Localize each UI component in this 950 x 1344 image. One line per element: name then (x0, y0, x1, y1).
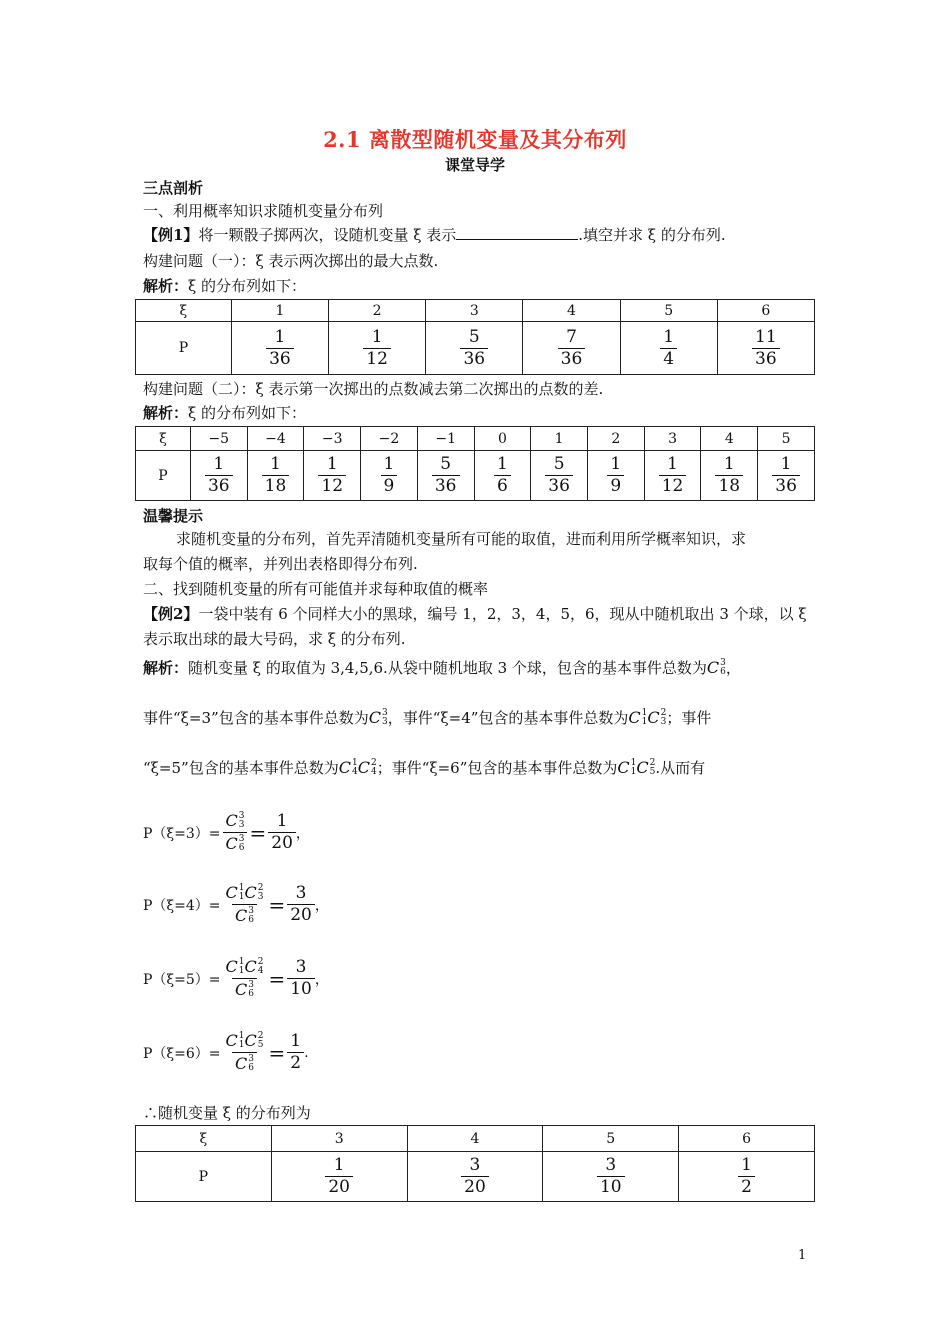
table-row-label: P (136, 322, 232, 375)
probability-xi-4 (143, 884, 329, 925)
table-probability-cell (247, 451, 304, 501)
page-number: 1 (798, 1248, 807, 1263)
combination-subscript: 4 (351, 767, 358, 777)
fraction-denominator: 20 (287, 904, 315, 924)
table-probability-cell (407, 1152, 543, 1202)
combination-letter: C (338, 758, 351, 777)
combination-superscript: 3 (248, 1054, 254, 1064)
combination-letter: C (244, 883, 257, 902)
combination-superscript: 2 (257, 883, 264, 893)
probability-fraction (325, 1157, 353, 1196)
distribution-table-2 (135, 426, 815, 501)
combination-e5b (358, 757, 377, 779)
analysis-label: 解析： (143, 659, 189, 677)
part2-heading: 二、找到随机变量的所有可能值并求每种取值的概率 (143, 580, 489, 598)
table-value-cell: 4 (407, 1126, 543, 1152)
fraction-denominator: 36 (205, 475, 233, 495)
table-probability-row (136, 451, 815, 501)
fraction-numerator: 1 (213, 454, 225, 474)
probability-xi-6 (143, 1032, 309, 1073)
combination-subscript: 3 (238, 820, 245, 830)
table-value-cell: 4 (701, 427, 758, 451)
combination-subscript: 6 (238, 843, 245, 853)
combination-subscript: 1 (238, 966, 245, 976)
combination-letter: C (234, 980, 248, 999)
combination-fraction (223, 1032, 267, 1073)
fraction-denominator: 12 (659, 475, 687, 495)
combination-superscript: 1 (641, 708, 648, 718)
table-header-row (136, 427, 815, 451)
fraction-denominator: 12 (363, 348, 391, 368)
probability-fraction (545, 456, 573, 495)
example1-text-a: 将一颗骰子掷两次，设随机变量 ξ 表示 (198, 226, 457, 244)
probability-fraction (597, 1157, 625, 1196)
combination-symbol (244, 1032, 263, 1050)
table-probability-cell (271, 1152, 407, 1202)
result-fraction (287, 885, 315, 924)
combination-subscript: 6 (720, 667, 726, 677)
table-probability-row (136, 1152, 815, 1202)
table-value-cell: 3 (644, 427, 701, 451)
event6-text: ；事件“ξ=6”包含的基本事件总数为 (376, 759, 618, 777)
table-header-row (136, 1126, 815, 1152)
fraction-denominator: 36 (558, 348, 586, 368)
combination-subscript: 6 (248, 989, 254, 999)
tip-line-1: 求随机变量的分布列，首先弄清随机变量所有可能的取值，进而利用所学概率知识，求 (176, 530, 747, 548)
table-value-cell: 0 (474, 427, 531, 451)
combination-symbol (226, 884, 245, 902)
table-probability-cell (543, 1152, 679, 1202)
table-value-cell: 5 (620, 300, 717, 322)
fraction-numerator: 3 (295, 883, 307, 903)
punctuation: ， (314, 971, 329, 988)
fraction-denominator: 36 (266, 348, 294, 368)
combination-indices (248, 1055, 254, 1073)
fraction-denominator: 36 (752, 348, 780, 368)
combination-indices (258, 884, 264, 902)
table-probability-cell (644, 451, 701, 501)
conclusion-line: ∴随机变量 ξ 的分布列为 (143, 1104, 311, 1122)
section-three-points: 三点剖析 (143, 179, 204, 197)
combination-symbol (617, 757, 636, 779)
combination-superscript: 3 (248, 980, 254, 990)
combination-indices (258, 1032, 264, 1050)
combination-letter: C (628, 708, 641, 727)
probability-fraction (607, 456, 624, 495)
fraction-denominator (232, 978, 257, 999)
table-probability-cell (679, 1152, 815, 1202)
probability-fraction (558, 326, 586, 369)
equals-sign: = (249, 820, 267, 845)
table-value-cell: 2 (329, 300, 426, 322)
combination-total (707, 657, 726, 679)
equals-sign: = (268, 1040, 286, 1065)
fraction-denominator: 18 (715, 475, 743, 495)
probability-fraction (266, 326, 294, 369)
table-value-cell: 3 (271, 1126, 407, 1152)
table-value-cell: 6 (679, 1126, 815, 1152)
combination-e4a (628, 707, 647, 729)
probability-fraction (381, 456, 398, 495)
probability-fraction (262, 456, 290, 495)
probability-fraction (772, 456, 800, 495)
combination-letter: C (647, 708, 660, 727)
table-value-cell: 1 (231, 300, 328, 322)
event6-end: .从而有 (655, 759, 706, 777)
fraction-denominator: 2 (738, 1176, 755, 1196)
distribution-table-1 (135, 299, 815, 375)
result-fraction (287, 1033, 304, 1072)
combination-symbol (647, 707, 666, 729)
fraction-denominator: 20 (268, 832, 296, 852)
fraction-numerator: 1 (371, 326, 383, 347)
fraction-denominator: 20 (325, 1176, 353, 1196)
table-probability-cell (717, 322, 814, 375)
combination-e3 (369, 707, 388, 729)
table-probability-cell (758, 451, 815, 501)
fraction-denominator: 10 (287, 978, 315, 998)
combination-subscript: 1 (238, 1040, 245, 1050)
combination-superscript: 1 (238, 883, 245, 893)
part1-heading: 一、利用概率知识求随机变量分布列 (143, 202, 384, 220)
equals-sign: = (268, 966, 286, 991)
fraction-numerator: 1 (723, 454, 735, 474)
table-value-cell: −2 (361, 427, 418, 451)
table-probability-cell (531, 451, 588, 501)
table-value-cell: 4 (523, 300, 620, 322)
combination-symbol (226, 958, 245, 976)
analysis-label: 解析： (143, 404, 189, 422)
combination-symbol (226, 812, 245, 830)
event4-text: ，事件“ξ=4”包含的基本事件总数为 (387, 709, 629, 727)
combination-subscript: 4 (370, 767, 377, 777)
combination-subscript: 1 (238, 892, 245, 902)
question1: 构建问题（一）：ξ 表示两次掷出的最大点数. (143, 252, 439, 270)
combination-symbol (369, 707, 388, 729)
combination-symbol (244, 884, 263, 902)
example1-statement (143, 224, 823, 246)
table-probability-cell (701, 451, 758, 501)
fraction-denominator: 10 (597, 1176, 625, 1196)
punctuation: ， (295, 825, 310, 842)
combination-letter: C (234, 906, 248, 925)
table-probability-cell (587, 451, 644, 501)
combination-letter: C (617, 758, 630, 777)
combination-fraction (223, 812, 248, 853)
fraction-denominator: 4 (660, 348, 677, 368)
answer-blank (456, 224, 578, 240)
question2: 构建问题（二）：ξ 表示第一次掷出的点数减去第二次掷出的点数的差. (143, 380, 604, 398)
fraction-denominator: 20 (461, 1176, 489, 1196)
combination-letter: C (234, 1054, 248, 1073)
probability-label: P（ξ=5）= (143, 971, 221, 988)
combination-subscript: 1 (641, 717, 648, 727)
combination-symbol (628, 707, 647, 729)
combination-symbol (358, 757, 377, 779)
combination-superscript: 1 (351, 758, 358, 768)
fraction-numerator: 1 (290, 1031, 302, 1051)
combination-indices (248, 981, 254, 999)
table-value-cell: 2 (587, 427, 644, 451)
example2-line-1 (143, 603, 823, 625)
table-row-label: ξ (136, 1126, 272, 1152)
combination-letter: C (368, 708, 381, 727)
example1-text-b: .填空并求 ξ 的分布列. (578, 226, 726, 244)
combination-fraction (223, 884, 267, 925)
table-probability-cell (190, 451, 247, 501)
probability-xi-3 (143, 812, 310, 853)
fraction-numerator: 1 (610, 454, 622, 474)
distribution-table-3 (135, 1125, 815, 1202)
combination-subscript: 3 (381, 717, 388, 727)
probability-label: P（ξ=3）= (143, 825, 221, 842)
combination-superscript: 1 (630, 758, 637, 768)
combination-superscript: 3 (238, 811, 245, 821)
combination-indices (239, 835, 245, 853)
probability-label: P（ξ=4）= (143, 897, 221, 914)
fraction-denominator: 12 (318, 475, 346, 495)
example2-text-1: 一袋中装有 6 个同样大小的黑球，编号 1，2，3，4，5，6，现从中随机取出 3 个球，以 ξ (198, 605, 807, 623)
probability-fraction (205, 456, 233, 495)
table-value-cell: −3 (304, 427, 361, 451)
combination-superscript: 2 (257, 957, 264, 967)
combination-letter: C (225, 1031, 238, 1050)
example2-analysis-text: 随机变量 ξ 的取值为 3,4,5,6.从袋中随机地取 3 个球，包含的基本事件总数为 (188, 659, 707, 677)
combination-letter: C (225, 811, 238, 830)
fraction-numerator: 1 (496, 454, 508, 474)
example2-label: 【例2】 (143, 605, 199, 623)
event4-end: ；事件 (666, 709, 712, 727)
punctuation: ， (314, 897, 329, 914)
event3-text: 事件“ξ=3”包含的基本事件总数为 (143, 709, 369, 727)
result-fraction (287, 959, 315, 998)
probability-fraction (494, 456, 511, 495)
combination-indices (239, 812, 245, 830)
table-row-label: P (136, 1152, 272, 1202)
table-probability-row (136, 322, 815, 375)
probability-fraction (363, 326, 391, 369)
fraction-numerator: 1 (276, 811, 288, 831)
combination-letter: C (225, 883, 238, 902)
table-value-cell: −4 (247, 427, 304, 451)
fraction-numerator: 5 (468, 326, 480, 347)
combination-subscript: 6 (248, 915, 254, 925)
probability-fraction (318, 456, 346, 495)
example1-label: 【例1】 (143, 226, 199, 244)
analysis-label: 解析： (143, 277, 189, 295)
fraction-numerator: 1 (663, 326, 675, 347)
table-value-cell: 5 (543, 1126, 679, 1152)
fraction-denominator: 36 (432, 475, 460, 495)
combination-subscript: 6 (248, 1063, 254, 1073)
fraction-denominator (223, 832, 248, 853)
fraction-numerator: 1 (667, 454, 678, 474)
table-value-cell: −1 (417, 427, 474, 451)
combination-e6b (636, 757, 655, 779)
combination-superscript: 3 (238, 834, 245, 844)
page-subtitle: 课堂导学 (444, 156, 505, 174)
table-probability-cell (231, 322, 328, 375)
combination-superscript: 2 (257, 1031, 264, 1041)
combination-letter: C (244, 957, 257, 976)
combination-superscript: 2 (370, 758, 377, 768)
combination-subscript: 1 (630, 767, 637, 777)
combination-letter: C (636, 758, 649, 777)
fraction-numerator: 1 (383, 454, 395, 474)
combination-e5a (339, 757, 358, 779)
analysis2-text: ξ 的分布列如下： (188, 404, 307, 422)
probability-fraction (461, 1157, 489, 1196)
combination-letter: C (225, 834, 238, 853)
table-value-cell: 3 (426, 300, 523, 322)
combination-letter: C (244, 1031, 257, 1050)
probability-fraction (659, 456, 687, 495)
combination-symbol (226, 1032, 245, 1050)
probability-fraction (752, 326, 780, 369)
table-probability-cell (361, 451, 418, 501)
combination-symbol (235, 907, 254, 925)
combination-indices (258, 958, 264, 976)
combination-superscript: 1 (238, 957, 245, 967)
fraction-denominator: 18 (262, 475, 290, 495)
fraction-numerator (223, 958, 267, 978)
fraction-numerator: 3 (295, 957, 307, 977)
result-fraction (268, 813, 296, 852)
table-header-row (136, 300, 815, 322)
combination-subscript: 5 (649, 767, 656, 777)
fraction-numerator: 3 (469, 1155, 481, 1175)
combination-fraction (223, 958, 267, 999)
combination-symbol (339, 757, 358, 779)
fraction-numerator: 5 (440, 454, 452, 474)
fraction-numerator: 7 (566, 326, 577, 347)
example2-line-2: 表示取出球的最大号码，求 ξ 的分布列. (143, 630, 406, 648)
combination-indices (248, 907, 254, 925)
table-row-label: ξ (136, 300, 232, 322)
fraction-denominator: 2 (287, 1052, 304, 1072)
fraction-denominator (232, 904, 257, 925)
event5-text: “ξ=5”包含的基本事件总数为 (143, 759, 339, 777)
fraction-numerator: 1 (333, 1155, 345, 1175)
table-probability-cell (523, 322, 620, 375)
fraction-denominator: 36 (772, 475, 800, 495)
table-row-label: P (136, 451, 191, 501)
fraction-numerator: 1 (326, 454, 338, 474)
fraction-numerator: 1 (741, 1155, 752, 1175)
combination-e6a (617, 757, 636, 779)
fraction-numerator (223, 1032, 267, 1052)
probability-fraction (432, 456, 460, 495)
combination-subscript: 3 (257, 892, 264, 902)
table-row-label: ξ (136, 427, 191, 451)
example2-analysis-line: 解析： 随机变量 ξ 的取值为 3,4,5,6.从袋中随机地取 3 个球，包含的基本事件总数为 C 3 6 ， (143, 658, 741, 677)
table-value-cell: 6 (717, 300, 814, 322)
table-probability-cell (474, 451, 531, 501)
fraction-numerator: 5 (553, 454, 565, 474)
fraction-denominator: 6 (494, 475, 511, 495)
fraction-denominator: 9 (607, 475, 624, 495)
combination-superscript: 3 (381, 708, 388, 718)
combination-symbol (235, 1055, 254, 1073)
combination-symbol (235, 981, 254, 999)
combination-superscript: 2 (649, 758, 656, 768)
analysis2-line (143, 402, 823, 424)
table-probability-cell (417, 451, 474, 501)
fraction-numerator: 3 (605, 1155, 617, 1175)
combination-symbol (244, 958, 263, 976)
combination-symbol (636, 757, 655, 779)
fraction-numerator: 11 (755, 326, 777, 347)
probability-label: P（ξ=6）= (143, 1045, 221, 1062)
combination-letter: C (225, 957, 238, 976)
tip-heading: 温馨提示 (143, 507, 204, 525)
table-value-cell: 5 (758, 427, 815, 451)
analysis1-text: ξ 的分布列如下： (188, 277, 307, 295)
combination-subscript: 4 (257, 966, 264, 976)
fraction-numerator (223, 884, 267, 904)
combination-letter: C (706, 658, 720, 677)
fraction-numerator: 1 (780, 454, 792, 474)
table-probability-cell (620, 322, 717, 375)
equals-sign: = (268, 892, 286, 917)
fraction-denominator: 9 (381, 475, 398, 495)
event-line-2 (143, 757, 823, 779)
probability-fraction (738, 1157, 755, 1196)
fraction-numerator: 1 (274, 326, 286, 347)
combination-e4b (647, 707, 666, 729)
table-probability-cell (426, 322, 523, 375)
fraction-denominator: 36 (545, 475, 573, 495)
combination-symbol (226, 835, 245, 853)
combination-superscript: 3 (248, 906, 254, 916)
event-line-1 (143, 707, 823, 729)
combination-superscript: 1 (238, 1031, 245, 1041)
probability-fraction (460, 326, 488, 369)
fraction-numerator (223, 812, 248, 832)
analysis1-line (143, 275, 823, 297)
fraction-denominator: 36 (460, 348, 488, 368)
probability-fraction (715, 456, 743, 495)
fraction-numerator: 1 (270, 454, 281, 474)
punctuation: . (304, 1044, 309, 1061)
table-probability-cell (304, 451, 361, 501)
combination-superscript: 2 (660, 708, 667, 718)
probability-xi-5 (143, 958, 329, 999)
combination-symbol (707, 657, 726, 679)
combination-subscript: 5 (257, 1040, 264, 1050)
table-value-cell: 1 (531, 427, 588, 451)
table-value-cell: −5 (190, 427, 247, 451)
tip-line-2: 取每个值的概率，并列出表格即得分布列. (143, 555, 418, 573)
combination-superscript: 3 (720, 658, 726, 668)
page-title: 2.1 离散型随机变量及其分布列 (323, 127, 627, 152)
fraction-denominator (232, 1052, 257, 1073)
probability-fraction (660, 326, 677, 369)
combination-letter: C (357, 758, 370, 777)
combination-subscript: 3 (660, 717, 667, 727)
table-probability-cell (329, 322, 426, 375)
